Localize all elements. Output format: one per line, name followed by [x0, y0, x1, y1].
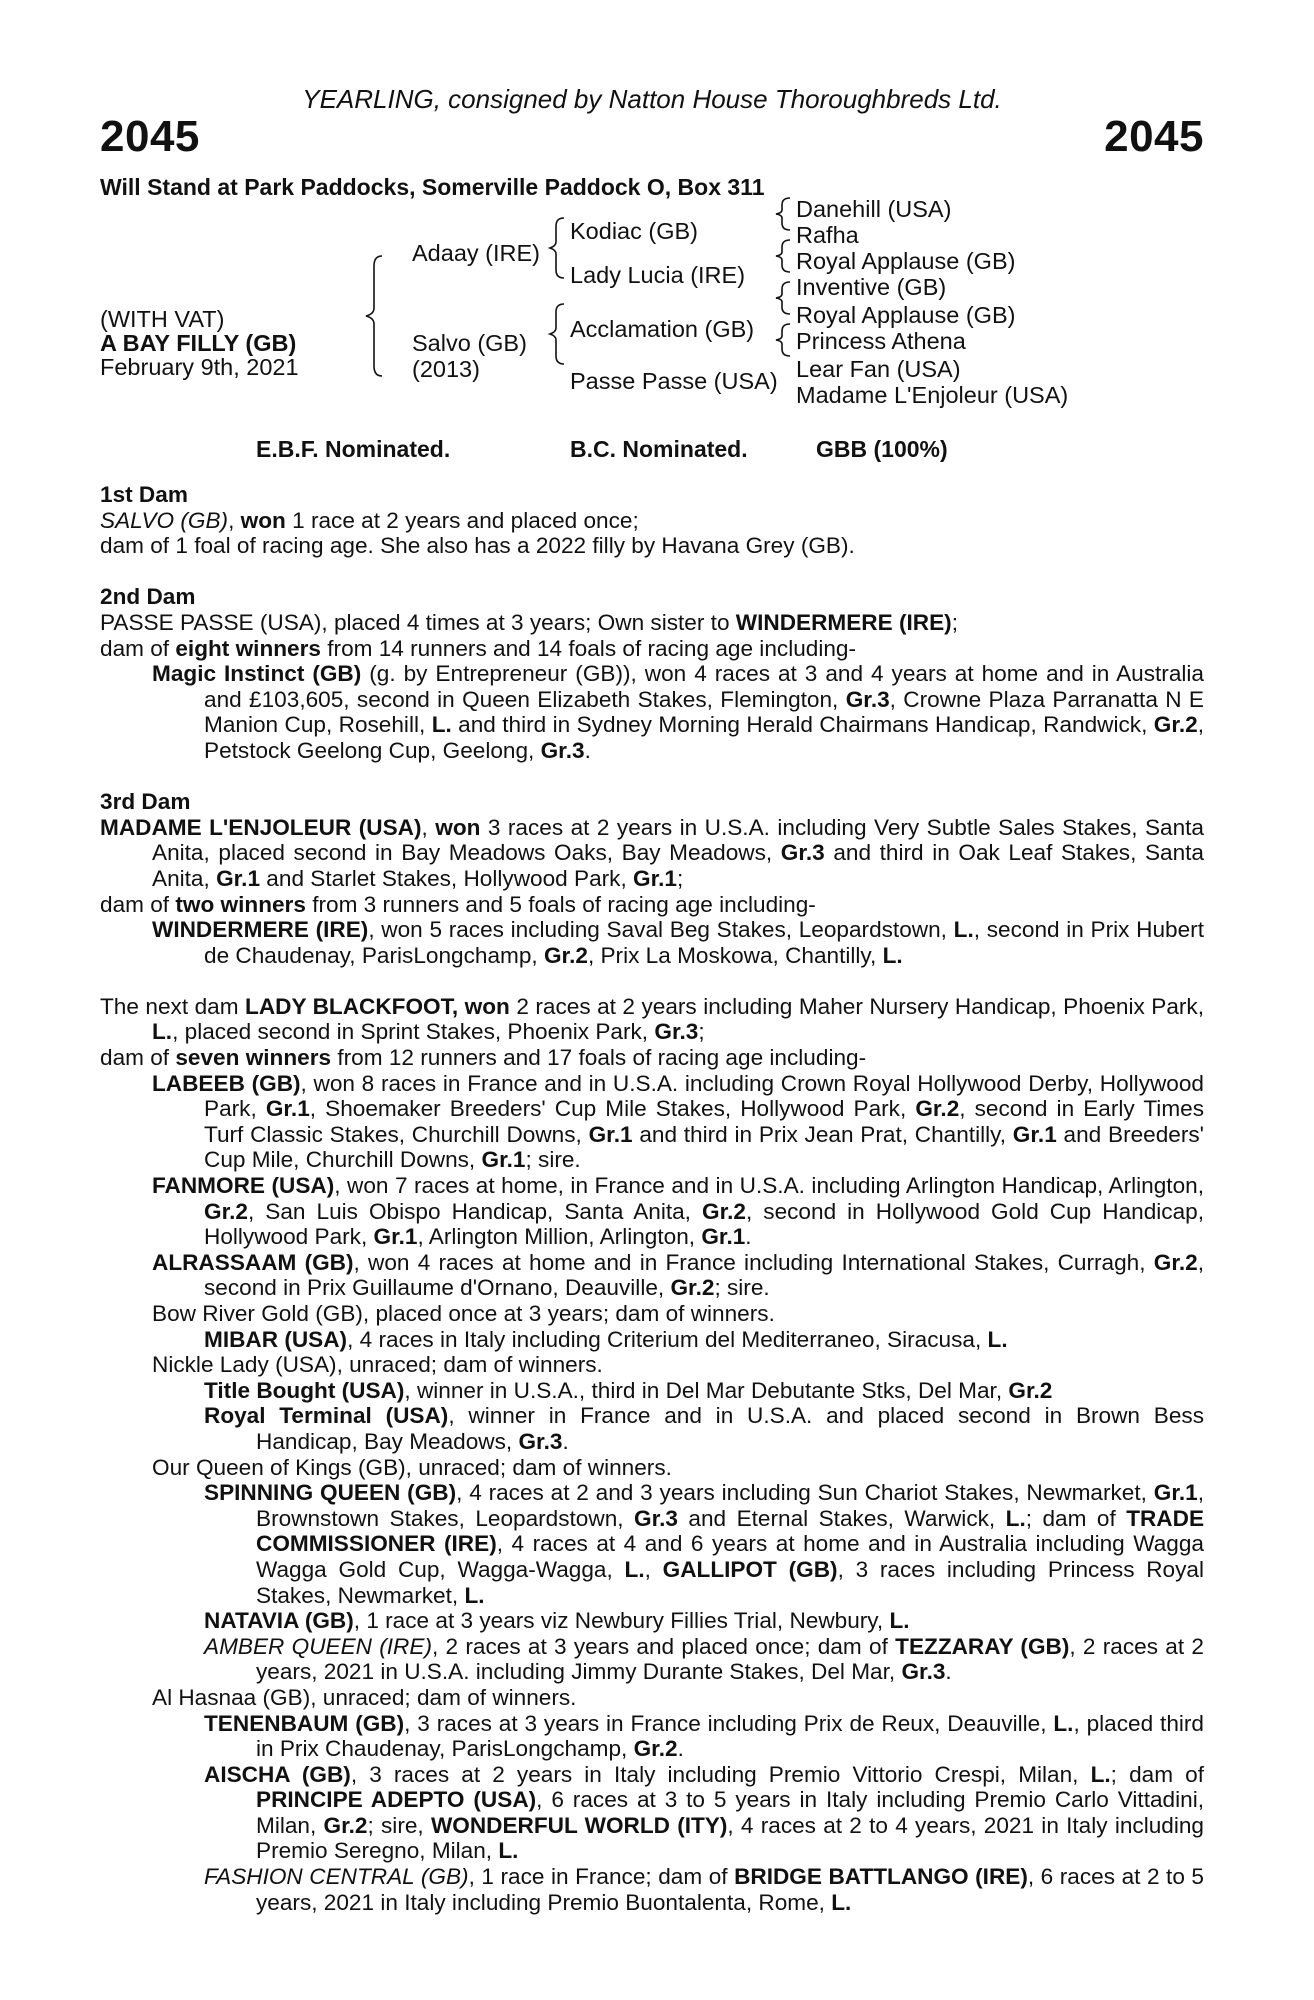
bracket-g56 — [776, 282, 790, 314]
entry-magic-instinct: Magic Instinct (GB) (g. by Entrepreneur (GB)), won 4 races at 3 and 4 years at home and in Australia and £103,605, second in Queen Elizabeth Stakes, Flemington, Gr.3, Crowne Plaza Parranatta N E Manion Cup, Rosehill, L. and third in Sydney Morning Herald Chairmans Handicap, Randwick, Gr.2, Petstock Geelong Cup, Geelong, Gr.3. — [152, 661, 1205, 763]
entry-title-bought: Title Bought (USA), winner in U.S.A., third in Del Mar Debutante Stks, Del Mar, Gr.2 — [204, 1377, 1053, 1403]
produce-record — [100, 482, 1204, 1915]
horse-name: A BAY FILLY (GB) — [100, 330, 297, 356]
bracket-g78 — [776, 324, 790, 356]
entry-natavia: NATAVIA (GB), 1 race at 3 years viz Newbury Fillies Trial, Newbury, L. — [204, 1608, 910, 1634]
lot-number-left: 2045 — [100, 112, 200, 161]
dam-dam: Passe Passe (USA) — [570, 368, 778, 394]
dam-sire: Acclamation (GB) — [570, 316, 755, 342]
entry-fanmore: FANMORE (USA), won 7 races at home, in France and in U.S.A. including Arlington Handicap, Arlington, Gr.2, San Luis Obispo Handicap, Santa Anita, Gr.2, second in Hollywood Gold Cup Handicap, Hollywood Park, Gr.1, Arlington Million, Arlington, Gr.1. — [152, 1173, 1204, 1250]
entry-windermere: WINDERMERE (IRE), won 5 races including Saval Beg Stakes, Leopardstown, L., second in Prix Hubert de Chaudenay, ParisLongchamp, Gr.2, Prix La Moskowa, Chantilly, L. — [152, 917, 1204, 968]
entry-tenenbaum: TENENBAUM (GB), 3 races at 3 years in France including Prix de Reux, Deauville, L., placed third in Prix Chaudenay, ParisLongchamp, Gr.2. — [204, 1710, 1204, 1762]
sire-sire: Kodiac (GB) — [570, 218, 698, 244]
ebf-nomination: E.B.F. Nominated. — [256, 436, 451, 462]
third-dam-heading: 3rd Dam — [100, 789, 191, 815]
second-dam-line: PASSE PASSE (USA), placed 4 times at 3 years; Own sister to WINDERMERE (IRE); — [100, 609, 958, 635]
bracket-main — [366, 256, 382, 376]
catalogue-page — [100, 0, 1204, 2000]
entry-alrassaam: ALRASSAAM (GB), won 4 races at home and in France including International Stakes, Curragh, Gr.2, second in Prix Guillaume d'Ornano, Deauville, Gr.2; sire. — [152, 1249, 1204, 1301]
stand-location: Will Stand at Park Paddocks, Somerville Paddock O, Box 311 — [100, 174, 765, 200]
first-dam-line: SALVO (GB), won 1 race at 2 years and placed once; — [100, 507, 639, 533]
third-dam-line: MADAME L'ENJOLEUR (USA), won 3 races at 2 years in U.S.A. including Very Subtle Sales Stakes, Santa Anita, placed second in Bay Meadows Oaks, Bay Meadows, Gr.3 and third in Oak Leaf Stakes, Santa Anita, Gr.1 and Starlet Stakes, Hollywood Park, Gr.1; — [100, 814, 1204, 891]
bracket-g12 — [776, 198, 790, 230]
bracket-sire — [550, 218, 564, 278]
third-dam-produce: dam of two winners from 3 runners and 5 foals of racing age including- — [100, 891, 816, 917]
next-dam-line: The next dam LADY BLACKFOOT, won 2 races at 2 years including Maher Nursery Handicap, Phoenix Park, L., placed second in Sprint Stakes, Phoenix Park, Gr.3; — [100, 993, 1205, 1045]
foaling-date: February 9th, 2021 — [100, 354, 299, 380]
sister-name: WINDERMERE (IRE) — [735, 609, 952, 635]
entry-al-hasnaa: Al Hasnaa (GB), unraced; dam of winners. — [152, 1684, 577, 1710]
entry-nickle-lady: Nickle Lady (USA), unraced; dam of winners. — [152, 1352, 603, 1378]
gbb-label: GBB (100%) — [816, 436, 948, 462]
entry-fashion-central: FASHION CENTRAL (GB), 1 race in France; dam of BRIDGE BATTLANGO (IRE), 6 races at 2 to 5 years, 2021 in Italy including Premio Buontalenta, Rome, L. — [204, 1864, 1204, 1915]
entry-amber-queen: AMBER QUEEN (IRE), 2 races at 3 years and placed once; dam of TEZZARAY (GB), 2 races at 2 years, 2021 in U.S.A. including Jimmy Durante Stakes, Del Mar, Gr.3. — [204, 1633, 1204, 1685]
vat-label: (WITH VAT) — [100, 306, 225, 332]
entry-royal-terminal: Royal Terminal (USA), winner in France and in U.S.A. and placed second in Brown Bess Handicap, Bay Meadows, Gr.3. — [204, 1403, 1205, 1454]
pedigree-table — [100, 196, 1204, 430]
entry-mibar: MIBAR (USA), 4 races in Italy including Criterium del Mediterraneo, Siracusa, L. — [204, 1326, 1008, 1352]
dam-year: (2013) — [412, 356, 480, 382]
second-dam-heading: 2nd Dam — [100, 584, 196, 610]
dam: Salvo (GB) — [412, 330, 527, 356]
lot-number-right: 2045 — [1104, 112, 1204, 161]
first-dam-heading: 1st Dam — [100, 482, 188, 507]
first-dam-text: 1 race at 2 years and placed once; — [285, 507, 639, 533]
entry-our-queen-of-kings: Our Queen of Kings (GB), unraced; dam of winners. — [152, 1454, 672, 1480]
ancestor-6: Princess Athena — [796, 328, 966, 354]
won-label: won — [240, 507, 286, 533]
bracket-dam — [550, 304, 564, 364]
sire: Adaay (IRE) — [412, 240, 540, 266]
bc-nomination: B.C. Nominated. — [570, 436, 748, 462]
first-dam-produce: dam of 1 foal of racing age. She also has a 2022 filly by Havana Grey (GB). — [100, 533, 855, 559]
entry-aischa: AISCHA (GB), 3 races at 2 years in Italy including Premio Vittorio Crespi, Milan, L.; dam of PRINCIPE ADEPTO (USA), 6 races at 3 to 5 years in Italy including Premio Carlo Vittadini, Milan, Gr.2; sire, WONDERFUL WORLD (ITY), 4 races at 2 to 4 years, 2021 in Italy including Premio Seregno, Milan, L. — [204, 1761, 1205, 1864]
entry-labeeb: LABEEB (GB), won 8 races in France and in U.S.A. including Crown Royal Hollywood Derby, Hollywood Park, Gr.1, Shoemaker Breeders' Cup Mile Stakes, Hollywood Park, Gr.2, second in Early Times Turf Classic Stakes, Churchill Downs, Gr.1 and third in Prix Jean Prat, Chantilly, Gr.1 and Breeders' Cup Mile, Churchill Downs, Gr.1; sire. — [152, 1070, 1205, 1173]
ancestor-5: Royal Applause (GB) — [796, 302, 1016, 328]
ancestor-8: Madame L'Enjoleur (USA) — [796, 382, 1069, 408]
ancestor-2: Rafha — [796, 222, 859, 248]
second-dam-produce: dam of eight winners from 14 runners and 14 foals of racing age including- — [100, 635, 857, 661]
next-dam-produce: dam of seven winners from 12 runners and 17 foals of racing age including- — [100, 1045, 867, 1071]
ancestor-3: Royal Applause (GB) — [796, 248, 1016, 274]
entry-spinning-queen: SPINNING QUEEN (GB), 4 races at 2 and 3 years including Sun Chariot Stakes, Newmarket, Gr.1, Brownstown Stakes, Leopardstown, Gr.3 and Eternal Stakes, Warwick, L.; dam of TRADE COMMISSIONER (IRE), 4 races at 4 and 6 years at home and in Australia including Wagga Wagga Gold Cup, Wagga-Wagga, L., GALLIPOT (GB), 3 races including Princess Royal Stakes, Newmarket, L. — [204, 1480, 1205, 1608]
bracket-g34 — [776, 240, 790, 272]
ancestor-4: Inventive (GB) — [796, 274, 947, 300]
sire-dam: Lady Lucia (IRE) — [570, 262, 746, 288]
ancestor-1: Danehill (USA) — [796, 196, 952, 222]
consignment-line: YEARLING, consigned by Natton House Thoroughbreds Ltd. — [302, 84, 1002, 114]
entry-bow-river-gold: Bow River Gold (GB), placed once at 3 years; dam of winners. — [152, 1301, 775, 1326]
first-dam-name: SALVO (GB) — [100, 507, 229, 533]
ancestor-7: Lear Fan (USA) — [796, 356, 961, 382]
